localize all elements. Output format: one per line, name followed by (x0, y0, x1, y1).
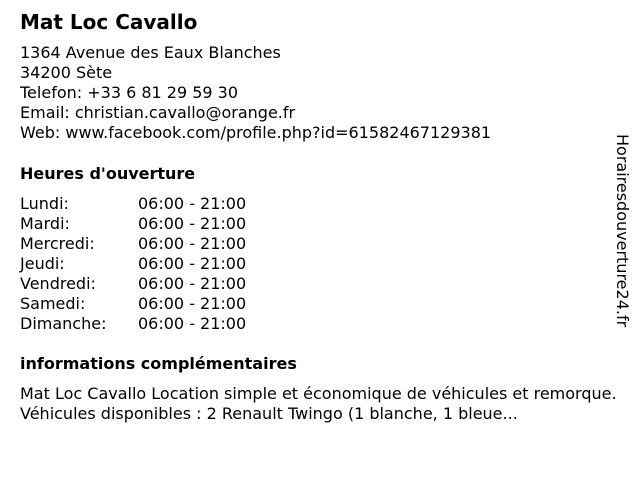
hours-row-wednesday (20, 234, 320, 254)
hours-row-thursday (20, 254, 320, 274)
additional-info-heading: informations complémentaires (20, 354, 297, 373)
contact-block (20, 43, 491, 143)
web-line: Web: www.facebook.com/profile.php?id=61582467129381 (20, 123, 492, 142)
site-watermark: Horairesdouverture24.fr (613, 134, 632, 328)
day-label: Mardi: (20, 214, 70, 233)
day-label: Samedi: (20, 294, 86, 313)
address-city: 34200 Sète (20, 63, 113, 82)
time-range: 06:00 - 21:00 (138, 234, 247, 253)
day-label: Dimanche: (20, 314, 107, 333)
day-label: Lundi: (20, 194, 69, 213)
time-range: 06:00 - 21:00 (138, 254, 247, 273)
email-line: Email: christian.cavallo@orange.fr (20, 103, 296, 122)
time-range: 06:00 - 21:00 (138, 214, 247, 233)
hours-row-monday (20, 194, 320, 214)
address-street: 1364 Avenue des Eaux Blanches (20, 43, 281, 62)
hours-row-tuesday (20, 214, 320, 234)
phone-line: Telefon: +33 6 81 29 59 30 (20, 83, 239, 102)
day-label: Mercredi: (20, 234, 95, 253)
business-description: Mat Loc Cavallo Location simple et économique de véhicules et remorque. Véhicules disponibles : 2 Renault Twingo (1 blanche, 1 bleue... (20, 384, 617, 423)
day-label: Vendredi: (20, 274, 96, 293)
day-label: Jeudi: (20, 254, 65, 273)
time-range: 06:00 - 21:00 (138, 294, 247, 313)
opening-hours-heading: Heures d'ouverture (20, 164, 196, 183)
time-range: 06:00 - 21:00 (138, 194, 247, 213)
hours-row-friday (20, 274, 320, 294)
time-range: 06:00 - 21:00 (138, 274, 247, 293)
opening-hours-table (20, 194, 320, 334)
hours-row-saturday (20, 294, 320, 314)
hours-row-sunday (20, 314, 320, 334)
business-name: Mat Loc Cavallo (20, 10, 198, 34)
time-range: 06:00 - 21:00 (138, 314, 247, 333)
